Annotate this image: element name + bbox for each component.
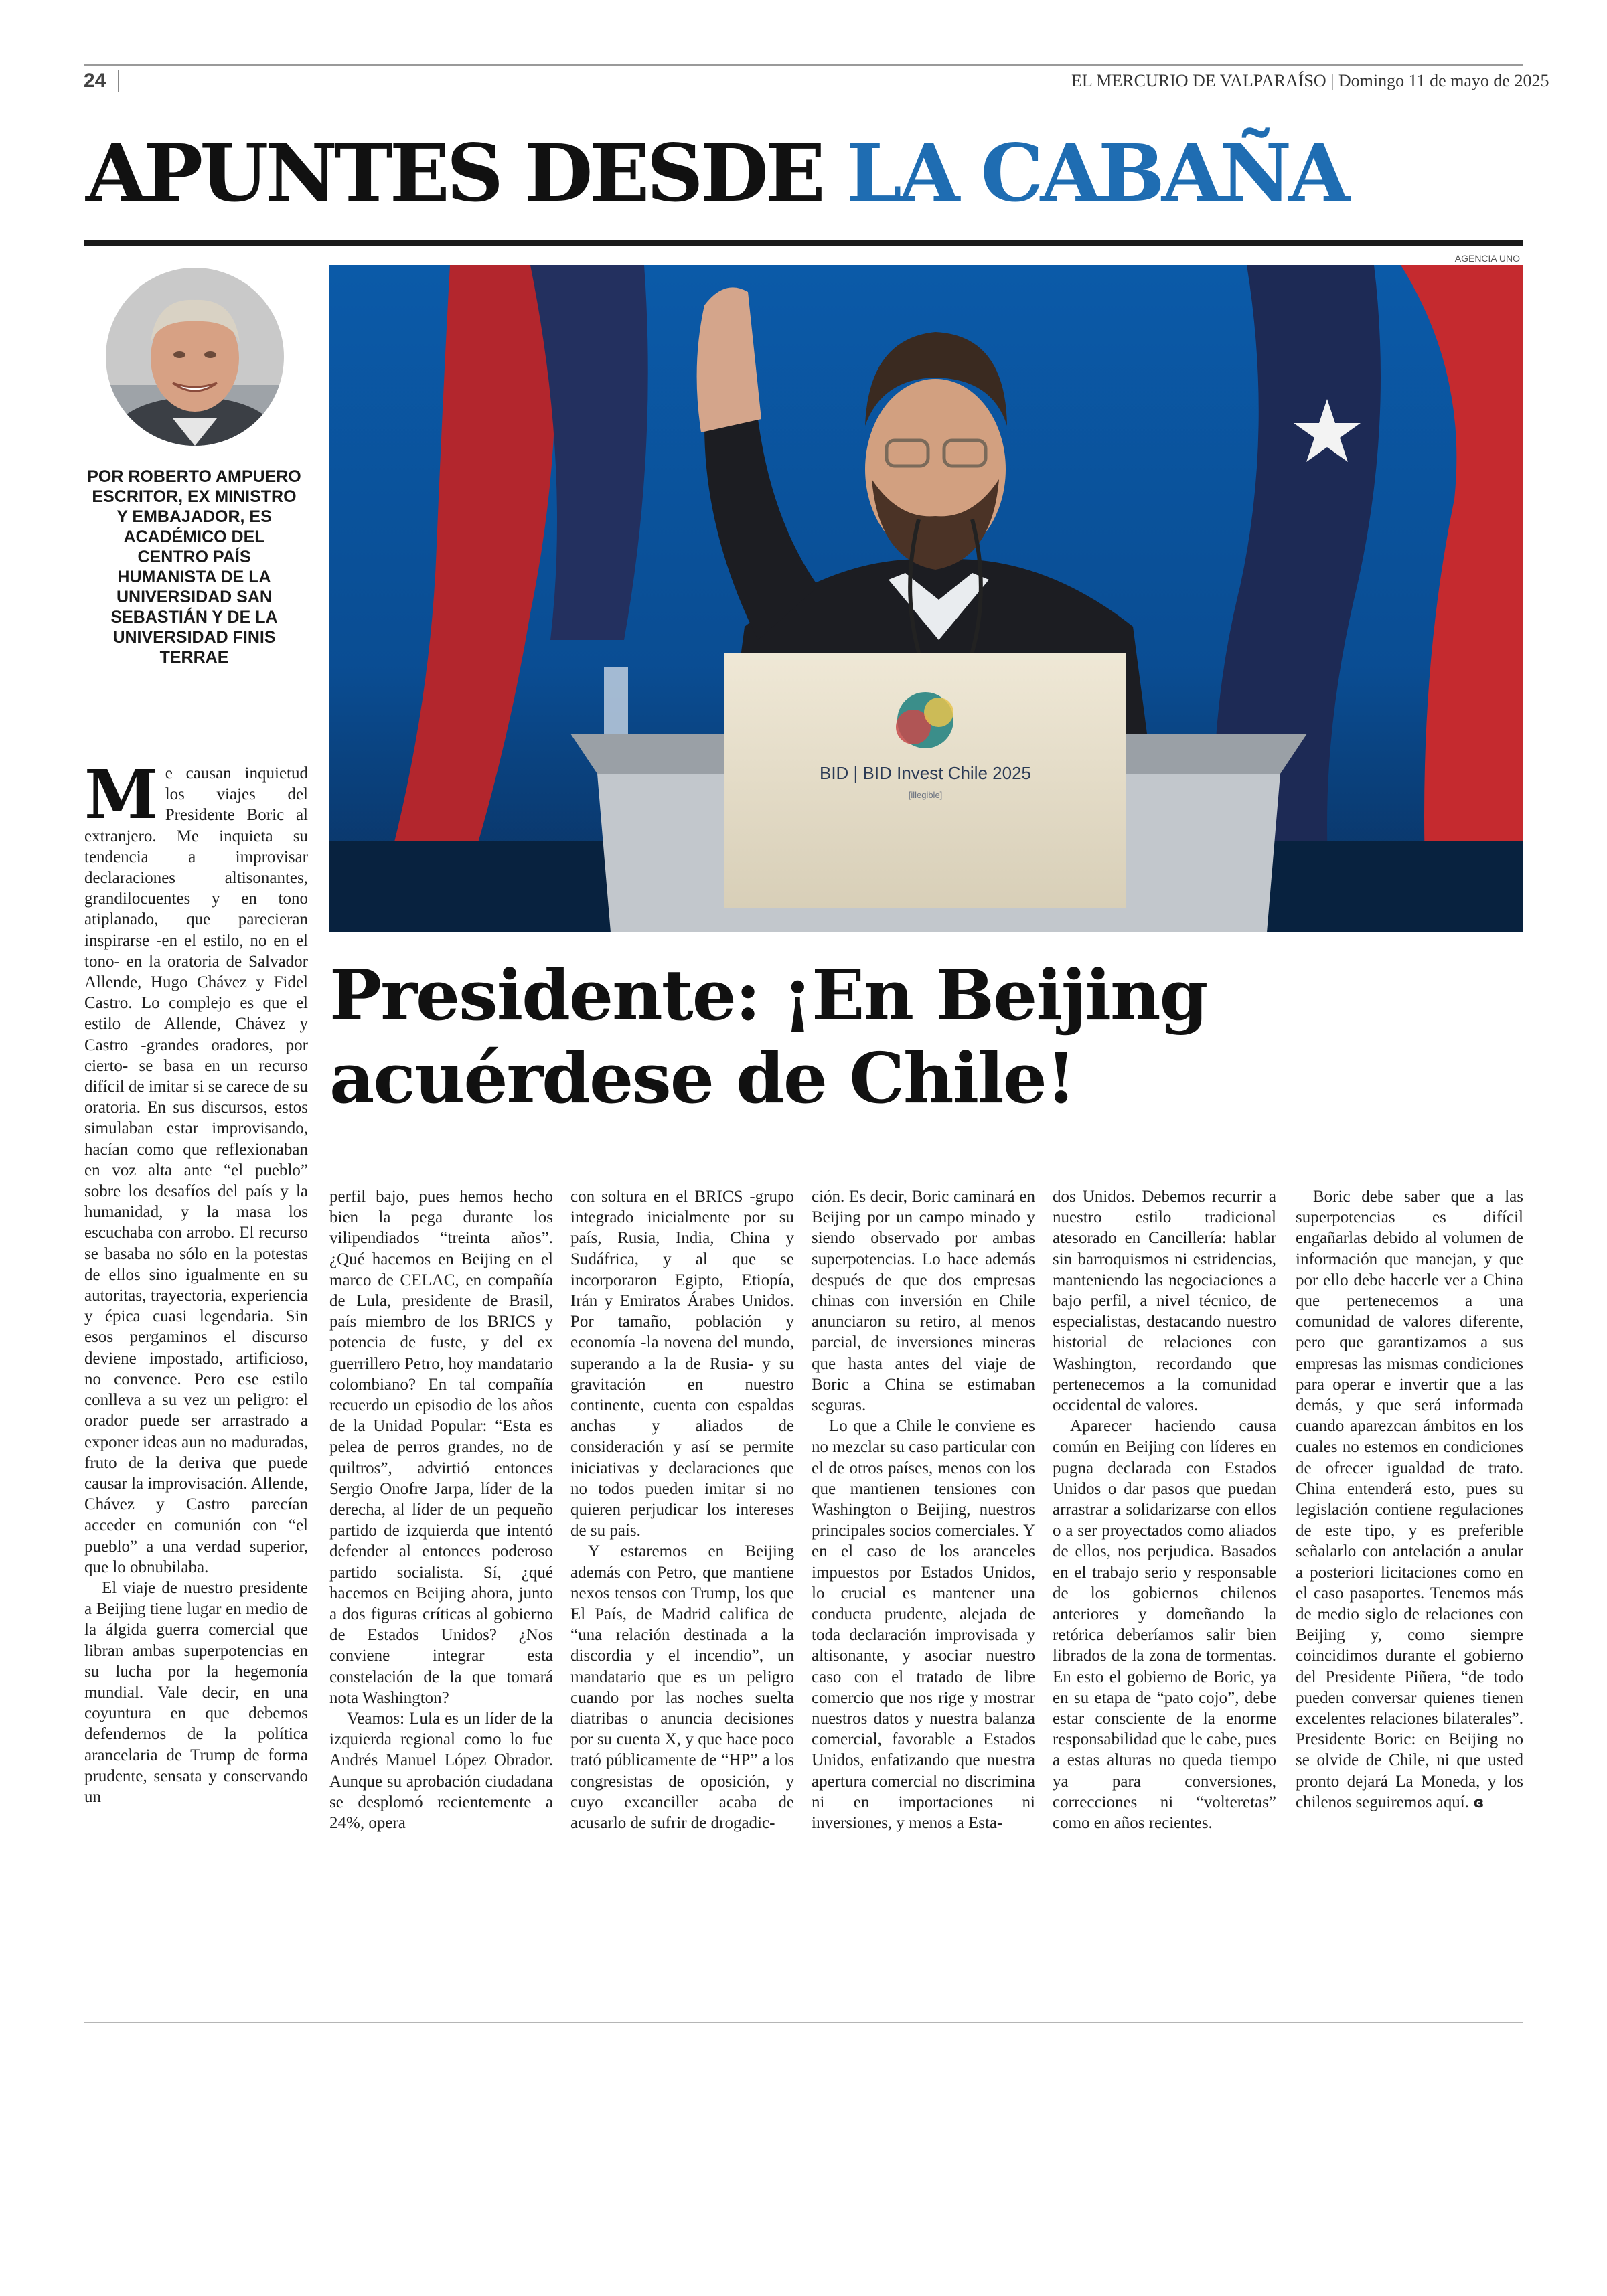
article-column-6 [1296, 1186, 1523, 1909]
article-column-3 [570, 1186, 794, 1909]
section-title [86, 127, 1347, 220]
article-paragraph: e causan inquietud los viajes del Presidente Boric al extranjero. Me inquieta su tendencia a improvisar declaraciones altisonantes, grandilocuentes y en tono atiplanado, que parecieran inspirarse -en el estilo, no en el tono- en la oratoria de Salvador Allende, Hugo Chávez y Fidel Castro. Lo complejo es que el estilo de Allende, Chávez y Castro -grandes oradores, por cierto- se basa en un recurso difícil de imitar si se carece de su oratoria. En sus discursos, estos simulaban estar improvisando, hacían como que reflexionaban en voz alta ante “el pueblo” sobre los desafíos del país y la humanidad, y la masa los escuchaba con arrobo. El recurso se basaba no sólo en la potestas de ellos sino igualmente en su autoritas, trayectoria, experiencia y épica cuasi legendaria. Sin esos pergaminos el discurso deviene impostado, artificioso, no convence. Pero ese estilo conlleva a su vez un peligro: el orador puede ser arrastrado a exponer ideas aun no maduradas, fruto de la deriva que puede causar la improvisación. Allende, Chávez y Castro parecían acceder en comunión con “el pueblo” a una verdad superior, que lo obnubilaba. [84, 764, 308, 1576]
article-paragraph: ción. Es decir, Boric caminará en Beijing por un campo minado y siendo observado por ambas superpotencias. Lo hace además después de que dos empresas chinas con inversión en Chile anunciaron su retiro, al menos parcial, de inversiones mineras que hasta antes del viaje de Boric a China se estimaban seguras. [812, 1187, 1035, 1415]
article-paragraph: Y estaremos en Beijing además con Petro, que mantiene nexos tensos con Trump, los que El País, de Madrid califica de “una relación destinada a la discordia y el incendio”, un mandatario que es un peligro cuando por las noches suelta diatribas o anuncia decisiones por su cuenta X, y que hace poco trató públicamente de “HP” a los congresistas de oposición, y cuyo excanciller acaba de acusarlo de sufrir de drogadic- [570, 1542, 794, 1833]
article-column-2 [329, 1186, 553, 1909]
article-column-1 [84, 755, 308, 1901]
podium-sign-title: BID | BID Invest Chile 2025 [819, 763, 1032, 783]
header-rule [84, 64, 1523, 66]
article-paragraph: perfil bajo, pues hemos hecho bien la pega durante los vilipendiados “treinta años”. ¿Qué hacemos en Beijing en el marco de CELAC, en compañía de Lula, presidente de Brasil, país miembro de los BRICS y potencia de fuste, y del ex guerrillero Petro, hoy mandatario colombiano? En tal compañía recuerdo un episodio de los años de la Unidad Popular: “Esta es pelea de perros grandes, no de quiltros”, advirtió entonces Sergio Onofre Jarpa, líder de la derecha, al líder de un pequeño partido de izquierda que intentó defender al entonces poderoso partido socialista. Sí, ¿qué hacemos en Beijing ahora, junto a dos figuras críticas al gobierno de Estados Unidos? ¿Nos conviene integrar esta constelación de la que tomará nota Washington? [329, 1187, 553, 1707]
hero-photo [329, 265, 1523, 932]
article-paragraph: con soltura en el BRICS -grupo integrado inicialmente por su país, Rusia, India, China y Sudáfrica, y al que se incorporaron Egipto, Etiopía, Irán y Emiratos Árabes Unidos. Por tamaño, población y economía -la novena del mundo, superando a la de Rusia- y su gravitación en nuestro continente, cuenta con espaldas anchas y aliados de consideración y así se permite iniciativas y declaraciones que no todos pueden imitar si no quieren perjudicar los intereses de su país. [570, 1187, 794, 1540]
article-column-5 [1053, 1186, 1276, 1909]
section-title-rule [84, 240, 1523, 246]
section-title-part2: LA CABAÑA [846, 127, 1347, 220]
article-column-4 [812, 1186, 1035, 1909]
author-photo [106, 268, 284, 446]
end-mark-icon: ɞ [1473, 1794, 1484, 1811]
photo-credit: AGENCIA UNO [1454, 253, 1520, 264]
article-paragraph: Lo que a Chile le conviene es no mezclar su caso particular con el de otros países, menos con los que mantienen tensiones con Washington o Beijing, nuestros principales socios comerciales. Y en el caso de los aranceles impuestos por Estados Unidos, lo crucial es mantener una conducta prudente, alejada de toda declaración improvisada y altisonante, y asociar nuestro caso con el tratado de libre comercio que nos rige y mostrar nuestros datos y nuestra balanza comercial, favorable a Estados Unidos, enfatizando que nuestra apertura comercial no discrimina ni en importaciones ni inversiones, y menos a Esta- [812, 1417, 1035, 1833]
footer-rule [84, 2022, 1523, 2023]
article-paragraph: Veamos: Lula es un líder de la izquierda regional como lo fue Andrés Manuel López Obrador. Aunque su aprobación ciudadana se desplomó recientemente a 24%, opera [329, 1710, 553, 1833]
article-paragraph [1296, 1186, 1523, 1813]
article-paragraph: El viaje de nuestro presidente a Beijing tiene lugar en medio de la álgida guerra comercial que libran ambas superpotencias en su lucha por la hegemonía mundial. Vale decir, en una coyuntura en que debemos defendernos de la política arancelaria de Trump de forma prudente, sensata y conservando un [84, 1578, 308, 1806]
page-number-divider [118, 70, 119, 92]
masthead: EL MERCURIO DE VALPARAÍSO | Domingo 11 de mayo de 2025 [1071, 71, 1549, 90]
article-paragraph-text: Boric debe saber que a las superpotencias es difícil engañarlas debido al volumen de información que manejan, y que por ello debe hacerle ver a China que pertenecemos a una comunidad de valores diferente, pero que garantizamos a sus empresas las mismas condiciones para operar e invertir que a las demás, y que será informada cuando aparezcan ámbitos en los cuales no estemos en condiciones de ofrecer igualdad de trato. China entenderá esto, pues su legislación contiene regulaciones de este tipo, y es preferible señalarlo con antelación a anular a posteriori licitaciones como en el caso pasaportes. Tenemos más de medio siglo de relaciones con Beijing y, como siempre coincidimos durante el gobierno del Presidente Piñera, “de todo pueden conversar quienes tienen excelentes relaciones bilaterales”. Presidente Boric: en Beijing no se olvide de Chile, ni que usted pronto dejará La Moneda, y los chilenos seguiremos aquí. [1296, 1187, 1523, 1811]
author-byline: POR ROBERTO AMPUERO ESCRITOR, EX MINISTRO Y EMBAJADOR, ES ACADÉMICO DEL CENTRO PAÍS HUMANISTA DE LA UNIVERSIDAD SAN SEBASTIÁN Y DE LA UNIVERSIDAD FINIS TERRAE [87, 467, 301, 667]
article-paragraph: Aparecer haciendo causa común en Beijing con líderes en pugna declarada con Estados Unidos o dar pasos que puedan arrastrar a solidarizarse con ellos o a ser proyectados como aliados de ellos, nos perjudica. Basados en el trabajo serio y responsable de los gobiernos chilenos anteriores y domeñando la retórica deberíamos salir bien librados de la zona de tormentas. En esto el gobierno de Boric, ya en su etapa de “pato cojo”, debe estar consciente de la enorme responsabilidad que le cabe, pues a estas alturas no queda tiempo ya para conversiones, correcciones ni “volteretas” como en años recientes. [1053, 1417, 1276, 1833]
section-title-part1: APUNTES DESDE [86, 127, 822, 220]
headline: Presidente: ¡En Beijing acuérdese de Chile! [329, 954, 1207, 1119]
article-paragraph: dos Unidos. Debemos recurrir a nuestro estilo tradicional atesorado en Cancillería: hablar sin barroquismos ni estridencias, manteniendo las negociaciones a bajo perfil, a nivel técnico, de especialistas, destacando nuestro historial de relaciones con Washington, recordando que pertenecemos a la comunidad occidental de valores. [1053, 1187, 1276, 1415]
podium-sign-subtitle: [illegible] [908, 790, 943, 800]
page-number: 24 [84, 70, 106, 92]
drop-cap: M [84, 755, 159, 834]
